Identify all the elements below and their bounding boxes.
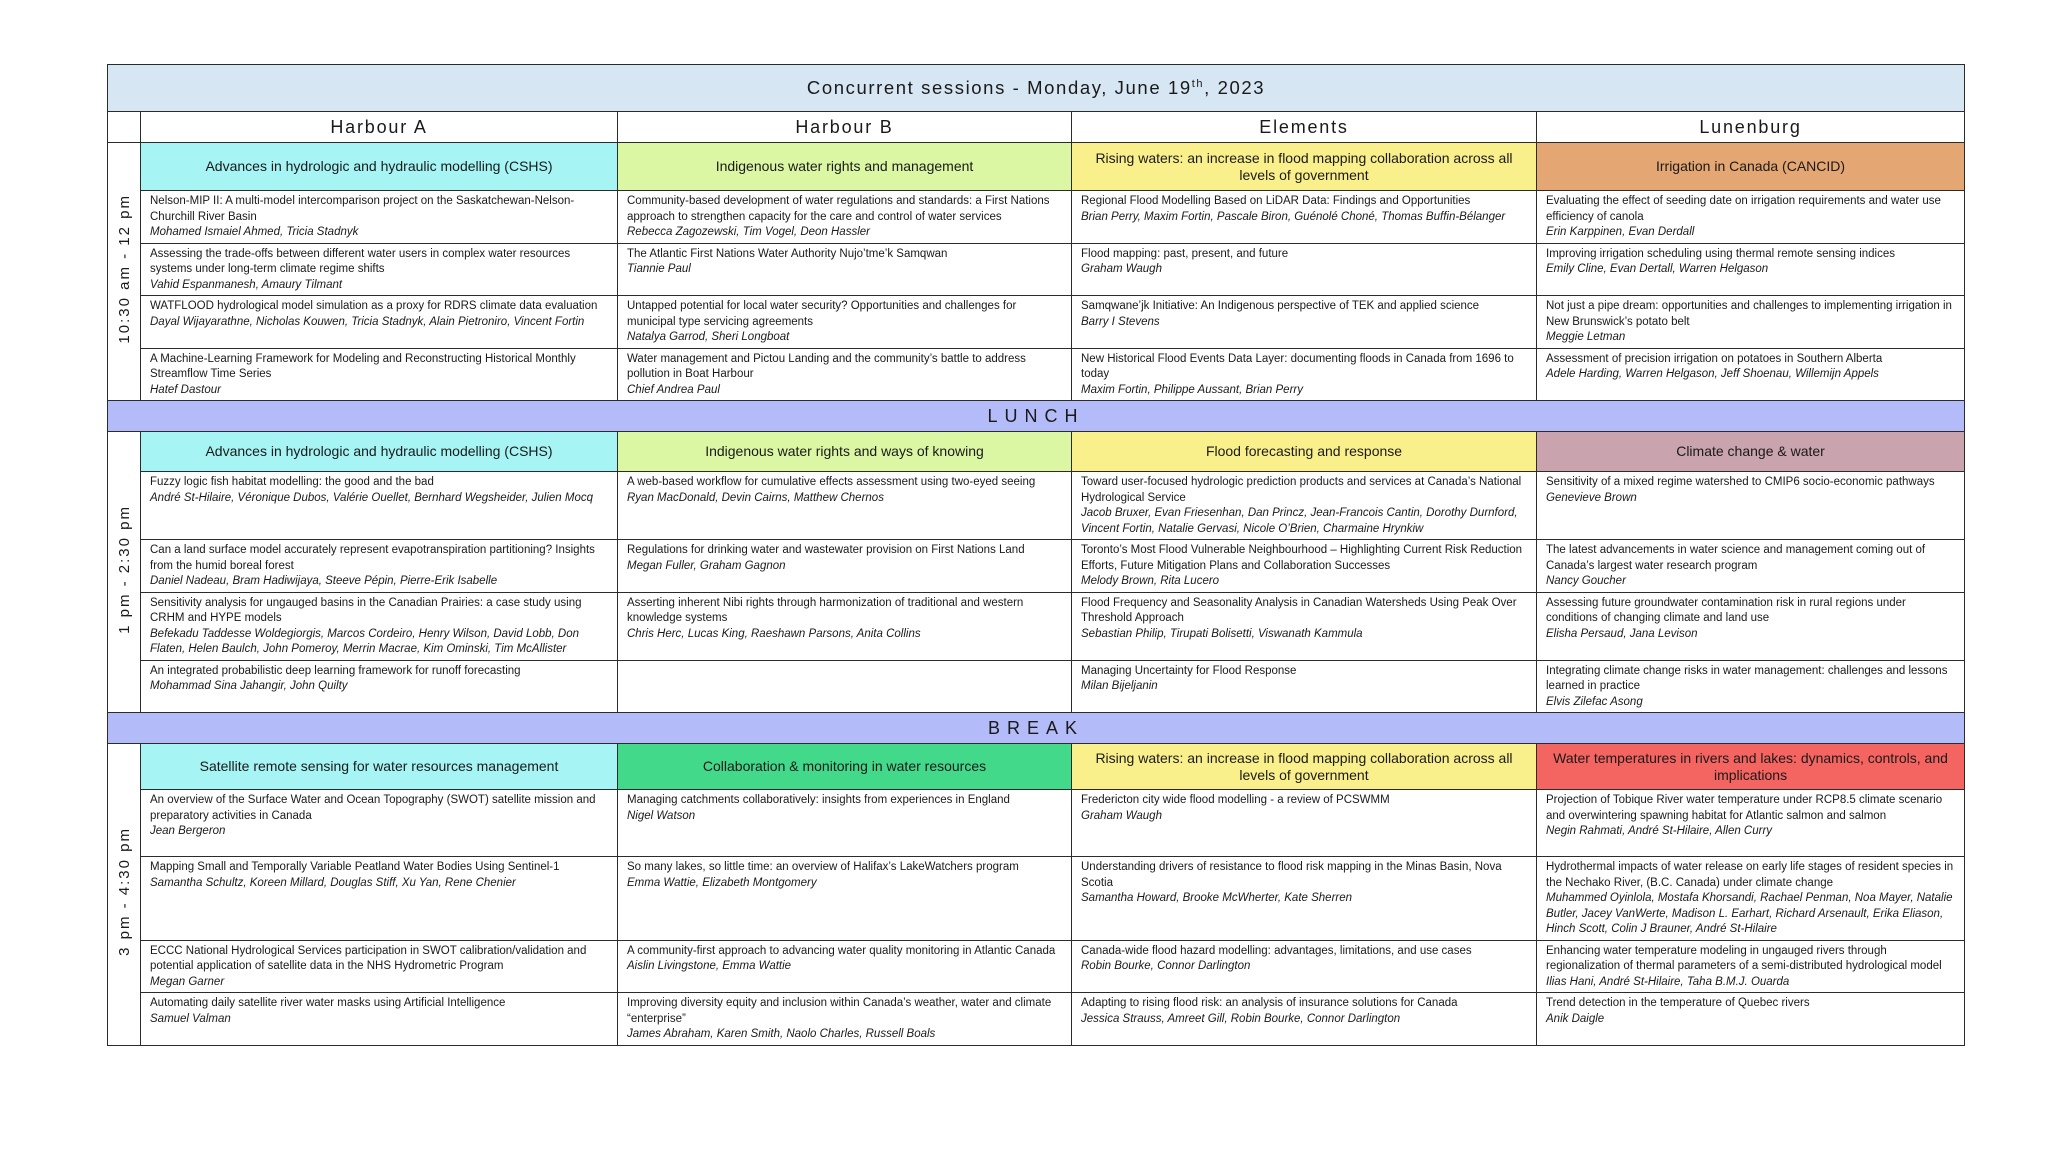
talk-title: Asserting inherent Nibi rights through harmonization of traditional and western knowledge systems [627, 596, 1024, 624]
talk-authors: Graham Waugh [1081, 809, 1162, 822]
talk-cell [618, 940, 1072, 993]
talk-title: Adapting to rising flood risk: an analysis of insurance solutions for Canada [1081, 997, 1458, 1009]
talk-authors: Vahid Espanmanesh, Amaury Tilmant [150, 278, 343, 291]
talk-cell [141, 540, 618, 593]
talk-authors: Elvis Zilefac Asong [1546, 695, 1643, 708]
talk-cell [141, 857, 618, 941]
talk-authors: Daniel Nadeau, Bram Hadiwijaya, Steeve Pépin, Pierre-Erik Isabelle [150, 575, 498, 587]
talk-cell [618, 191, 1072, 244]
talk-title: Can a land surface model accurately represent evapotranspiration partitioning? Insights from the humid boreal forest [150, 544, 595, 572]
talk-title: Evaluating the effect of seeding date on irrigation requirements and water use efficiency of canola [1546, 195, 1941, 223]
schedule-title: Concurrent sessions - Monday, June 19th, 2023 [108, 65, 1965, 112]
talk-cell [1072, 472, 1537, 540]
talk-title: An overview of the Surface Water and Ocean Topography (SWOT) satellite mission and preparatory activities in Canada [150, 794, 596, 822]
talk-row [108, 790, 1965, 857]
talk-title: Trend detection in the temperature of Quebec rivers [1546, 997, 1810, 1009]
talk-title: Improving irrigation scheduling using thermal remote sensing indices [1546, 247, 1896, 260]
session-row [108, 432, 1965, 472]
talk-authors: Chris Herc, Lucas King, Raeshawn Parsons, Anita Collins [627, 627, 921, 640]
time-slot-label: 1 pm - 2:30 pm [115, 505, 133, 634]
talk-title: Projection of Tobique River water temperature under RCP8.5 climate scenario and overwintering spawning habitat for Atlantic salmon and salmon [1546, 794, 1943, 822]
talk-authors: Megan Garner [150, 975, 225, 988]
break-row [108, 401, 1965, 432]
talk-authors: Melody Brown, Rita Lucero [1081, 575, 1220, 587]
talk-title: Improving diversity equity and inclusion within Canada’s weather, water and climate “enterprise” [627, 997, 1052, 1025]
talk-authors: Nancy Goucher [1546, 575, 1626, 587]
talk-authors: Genevieve Brown [1546, 491, 1637, 504]
talk-authors: Elisha Persaud, Jana Levison [1546, 627, 1698, 640]
talk-authors: Robin Bourke, Connor Darlington [1081, 960, 1251, 972]
talk-row [108, 993, 1965, 1046]
talk-title: Fredericton city wide flood modelling - a review of PCSWMM [1081, 794, 1390, 806]
time-slot [108, 744, 141, 1046]
talk-title: Regulations for drinking water and wastewater provision on First Nations Land [627, 544, 1025, 556]
session-title: Rising waters: an increase in flood mapping collaboration across all levels of government [1072, 744, 1537, 790]
talk-authors: Muhammed Oyinlola, Mostafa Khorsandi, Rachael Penman, Noa Mayer, Natalie Butler, Jacey VanWerte, Madison L. Earhart, Richard Arsenault, Erika Eliason, Hinch Scott, Colin J Brauner, André St-Hilaire [1546, 892, 1953, 935]
talk-authors: Dayal Wijayarathne, Nicholas Kouwen, Tricia Stadnyk, Alain Pietroniro, Vincent Fortin [150, 315, 585, 328]
talk-title: An integrated probabilistic deep learning framework for runoff forecasting [150, 664, 521, 677]
talk-authors: Jacob Bruxer, Evan Friesenhan, Dan Princz, Jean-Francois Cantin, Dorothy Durnford, Vincent Fortin, Natalie Gervasi, Nicole O’Brien, Charmaine Hrynkiw [1081, 507, 1518, 535]
talk-cell [1537, 243, 1965, 296]
talk-title: Fuzzy logic fish habitat modelling: the good and the bad [150, 476, 434, 488]
talk-authors: Meggie Letman [1546, 331, 1626, 343]
talk-title: ECCC National Hydrological Services participation in SWOT calibration/validation and potential application of satellite data in the NHS Hydrometric Program [150, 944, 587, 972]
talk-title: Canada-wide flood hazard modelling: advantages, limitations, and use cases [1081, 944, 1472, 957]
talk-title: So many lakes, so little time: an overview of Halifax’s LakeWatchers program [627, 861, 1019, 873]
talk-title: The Atlantic First Nations Water Authority Nujo’tme’k Samqwan [627, 247, 948, 260]
talk-title: Managing Uncertainty for Flood Response [1081, 664, 1297, 677]
room-header-harbour-a: Harbour A [141, 112, 618, 143]
talk-cell [1537, 790, 1965, 857]
talk-title: A web-based workflow for cumulative effects assessment using two-eyed seeing [627, 476, 1036, 488]
talk-title: Managing catchments collaboratively: insights from experiences in England [627, 794, 1010, 806]
talk-authors: Maxim Fortin, Philippe Aussant, Brian Perry [1081, 383, 1303, 396]
talk-cell [1072, 243, 1537, 296]
title-row [108, 65, 1965, 112]
talk-authors: Tiannie Paul [627, 263, 691, 275]
talk-authors: Mohammad Sina Jahangir, John Quilty [150, 680, 348, 692]
header-corner [108, 112, 141, 143]
talk-cell [141, 296, 618, 349]
talk-cell [141, 940, 618, 993]
talk-cell [1072, 940, 1537, 993]
break-band: BREAK [108, 713, 1965, 744]
talk-title: Automating daily satellite river water masks using Artificial Intelligence [150, 997, 506, 1009]
talk-title: Mapping Small and Temporally Variable Peatland Water Bodies Using Sentinel-1 [150, 861, 560, 873]
talk-authors: Emma Wattie, Elizabeth Montgomery [627, 876, 817, 889]
talk-title: Assessing the trade-offs between different water users in complex water resources systems under long-term climate regime shifts [150, 247, 571, 275]
talk-authors: Natalya Garrod, Sheri Longboat [627, 331, 790, 343]
session-title: Flood forecasting and response [1072, 432, 1537, 472]
talk-row [108, 296, 1965, 349]
time-slot-label: 10:30 am - 12 pm [115, 194, 133, 344]
talk-title: Toronto’s Most Flood Vulnerable Neighbourhood – Highlighting Current Risk Reduction Efforts, Future Mitigation Plans and Collaboration Successes [1081, 544, 1523, 572]
talk-title: A Machine-Learning Framework for Modeling and Reconstructing Historical Monthly Streamflow Time Series [150, 352, 576, 380]
talk-cell [1072, 660, 1537, 713]
session-title: Collaboration & monitoring in water resources [618, 744, 1072, 790]
talk-authors: Sebastian Philip, Tirupati Bolisetti, Viswanath Kammula [1081, 627, 1363, 640]
talk-cell [1072, 191, 1537, 244]
talk-title: Water management and Pictou Landing and the community’s battle to address pollution in Boat Harbour [627, 352, 1026, 380]
talk-authors: Mohamed Ismaiel Ahmed, Tricia Stadnyk [150, 226, 359, 238]
talk-cell [618, 348, 1072, 401]
talk-row [108, 592, 1965, 660]
talk-title: Hydrothermal impacts of water release on early life stages of resident species in the Nechako River, (B.C. Canada) under climate change [1546, 861, 1954, 889]
talk-cell [1537, 660, 1965, 713]
room-header-row [108, 112, 1965, 143]
session-title: Climate change & water [1537, 432, 1965, 472]
talk-cell [1537, 348, 1965, 401]
talk-authors: André St-Hilaire, Véronique Dubos, Valérie Ouellet, Bernhard Wegsheider, Julien Mocq [150, 491, 593, 504]
talk-cell [1537, 993, 1965, 1046]
time-slot [108, 143, 141, 401]
talk-authors: Jessica Strauss, Amreet Gill, Robin Bourke, Connor Darlington [1081, 1012, 1401, 1025]
talk-authors: Samuel Valman [150, 1012, 231, 1025]
room-header-harbour-b: Harbour B [618, 112, 1072, 143]
schedule-table [107, 64, 1965, 1046]
talk-title: Nelson-MIP II: A multi-model intercomparison project on the Saskatchewan-Nelson-Churchill River Basin [150, 195, 575, 223]
talk-cell [1072, 993, 1537, 1046]
talk-cell [1072, 592, 1537, 660]
session-title: Indigenous water rights and ways of knowing [618, 432, 1072, 472]
talk-authors: Rebecca Zagozewski, Tim Vogel, Deon Hassler [627, 226, 870, 238]
room-header-lunenburg: Lunenburg [1537, 112, 1965, 143]
talk-authors: Adele Harding, Warren Helgason, Jeff Shoenau, Willemijn Appels [1546, 368, 1879, 380]
talk-title: Samqwane’jk Initiative: An Indigenous perspective of TEK and applied science [1081, 300, 1480, 312]
talk-title: Community-based development of water regulations and standards: a First Nations approach to strengthen capacity for the care and control of water services [627, 195, 1050, 223]
talk-cell [618, 540, 1072, 593]
talk-title: Untapped potential for local water security? Opportunities and challenges for municipal type servicing agreements [627, 300, 1017, 328]
talk-title: Sensitivity of a mixed regime watershed to CMIP6 socio-economic pathways [1546, 476, 1935, 488]
talk-authors: Anik Daigle [1546, 1012, 1605, 1025]
time-slot-label: 3 pm - 4:30 pm [115, 827, 133, 957]
talk-cell [1537, 296, 1965, 349]
talk-title: Assessing future groundwater contamination risk in rural regions under conditions of changing climate and land use [1546, 596, 1906, 624]
talk-cell [618, 472, 1072, 540]
talk-cell [1537, 472, 1965, 540]
talk-cell [141, 993, 618, 1046]
talk-authors: Aislin Livingstone, Emma Wattie [627, 960, 792, 972]
talk-title: A community-first approach to advancing water quality monitoring in Atlantic Canada [627, 944, 1056, 957]
talk-cell [618, 993, 1072, 1046]
session-title: Satellite remote sensing for water resources management [141, 744, 618, 790]
talk-authors: Nigel Watson [627, 809, 696, 822]
talk-title: Flood Frequency and Seasonality Analysis in Canadian Watersheds Using Peak Over Threshold Approach [1081, 596, 1517, 624]
talk-cell [141, 790, 618, 857]
session-row [108, 143, 1965, 191]
talk-cell [618, 296, 1072, 349]
talk-cell [618, 592, 1072, 660]
talk-row [108, 857, 1965, 941]
talk-cell [1537, 592, 1965, 660]
time-slot [108, 432, 141, 713]
talk-title: Assessment of precision irrigation on potatoes in Southern Alberta [1546, 352, 1883, 365]
talk-authors: Erin Karppinen, Evan Derdall [1546, 226, 1695, 238]
lunch-band: LUNCH [108, 401, 1965, 432]
break-row [108, 713, 1965, 744]
room-header-elements: Elements [1072, 112, 1537, 143]
talk-cell [141, 472, 618, 540]
session-title: Irrigation in Canada (CANCID) [1537, 143, 1965, 191]
talk-authors: Barry I Stevens [1081, 315, 1160, 328]
session-title: Water temperatures in rivers and lakes: dynamics, controls, and implications [1537, 744, 1965, 790]
talk-title: Integrating climate change risks in water management: challenges and lessons learned in practice [1546, 664, 1948, 692]
talk-cell [618, 243, 1072, 296]
talk-row [108, 660, 1965, 713]
talk-cell [141, 592, 618, 660]
talk-title: WATFLOOD hydrological model simulation as a proxy for RDRS climate data evaluation [150, 300, 598, 312]
session-title: Advances in hydrologic and hydraulic modelling (CSHS) [141, 432, 618, 472]
talk-cell [618, 857, 1072, 941]
talk-authors: Graham Waugh [1081, 263, 1162, 275]
talk-title: Flood mapping: past, present, and future [1081, 247, 1289, 260]
talk-title: New Historical Flood Events Data Layer: documenting floods in Canada from 1696 to today [1081, 352, 1514, 380]
talk-authors: Negin Rahmati, André St-Hilaire, Allen Curry [1546, 825, 1773, 837]
talk-authors: Emily Cline, Evan Dertall, Warren Helgason [1546, 263, 1769, 275]
talk-cell [1537, 940, 1965, 993]
talk-authors: Milan Bijeljanin [1081, 680, 1158, 692]
talk-title: Regional Flood Modelling Based on LiDAR Data: Findings and Opportunities [1081, 195, 1471, 207]
session-title: Rising waters: an increase in flood mapping collaboration across all levels of government [1072, 143, 1537, 191]
talk-authors: Samantha Howard, Brooke McWherter, Kate Sherren [1081, 892, 1353, 904]
talk-cell [1537, 191, 1965, 244]
talk-row [108, 940, 1965, 993]
talk-title: Not just a pipe dream: opportunities and challenges to implementing irrigation in New Brunswick’s potato belt [1546, 300, 1952, 328]
talk-row [108, 191, 1965, 244]
talk-cell [1072, 790, 1537, 857]
talk-title: Understanding drivers of resistance to flood risk mapping in the Minas Basin, Nova Scotia [1081, 861, 1502, 889]
talk-authors: Megan Fuller, Graham Gagnon [627, 559, 786, 572]
talk-title: Sensitivity analysis for ungauged basins in the Canadian Prairies: a case study using CRHM and HYPE models [150, 596, 582, 624]
talk-cell [141, 660, 618, 713]
talk-row [108, 243, 1965, 296]
talk-authors: Chief Andrea Paul [627, 383, 720, 396]
talk-cell [618, 660, 1072, 713]
talk-title: Toward user-focused hydrologic prediction products and services at Canada’s National Hydrological Service [1081, 476, 1522, 504]
talk-cell [1072, 348, 1537, 401]
talk-cell [141, 191, 618, 244]
talk-authors: Ilias Hani, André St-Hilaire, Taha B.M.J. Ouarda [1546, 975, 1790, 988]
talk-authors: Jean Bergeron [150, 825, 226, 837]
session-title: Indigenous water rights and management [618, 143, 1072, 191]
talk-authors: Hatef Dastour [150, 383, 221, 396]
talk-title: The latest advancements in water science and management coming out of Canada’s largest water research program [1546, 544, 1926, 572]
session-row [108, 744, 1965, 790]
talk-cell [141, 243, 618, 296]
talk-authors: Befekadu Taddesse Woldegiorgis, Marcos Cordeiro, Henry Wilson, David Lobb, Don Flaten, Helen Baulch, John Pomeroy, Merrin Macrae, Kim Ominski, Tim McAllister [150, 627, 580, 655]
talk-cell [1072, 540, 1537, 593]
talk-cell [141, 348, 618, 401]
talk-cell [1537, 540, 1965, 593]
talk-row [108, 472, 1965, 540]
talk-title: Enhancing water temperature modeling in ungauged rivers through regionalization of thermal parameters of a semi-distributed hydrological model [1546, 944, 1942, 972]
talk-authors: Brian Perry, Maxim Fortin, Pascale Biron, Guénolé Choné, Thomas Buffin-Bélanger [1081, 210, 1506, 223]
talk-cell [1537, 857, 1965, 941]
talk-row [108, 348, 1965, 401]
talk-authors: James Abraham, Karen Smith, Naolo Charles, Russell Boals [627, 1028, 936, 1040]
talk-authors: Ryan MacDonald, Devin Cairns, Matthew Chernos [627, 491, 884, 504]
session-title: Advances in hydrologic and hydraulic modelling (CSHS) [141, 143, 618, 191]
talk-row [108, 540, 1965, 593]
talk-cell [1072, 857, 1537, 941]
talk-cell [1072, 296, 1537, 349]
talk-authors: Samantha Schultz, Koreen Millard, Douglas Stiff, Xu Yan, Rene Chenier [150, 876, 516, 889]
talk-cell [618, 790, 1072, 857]
